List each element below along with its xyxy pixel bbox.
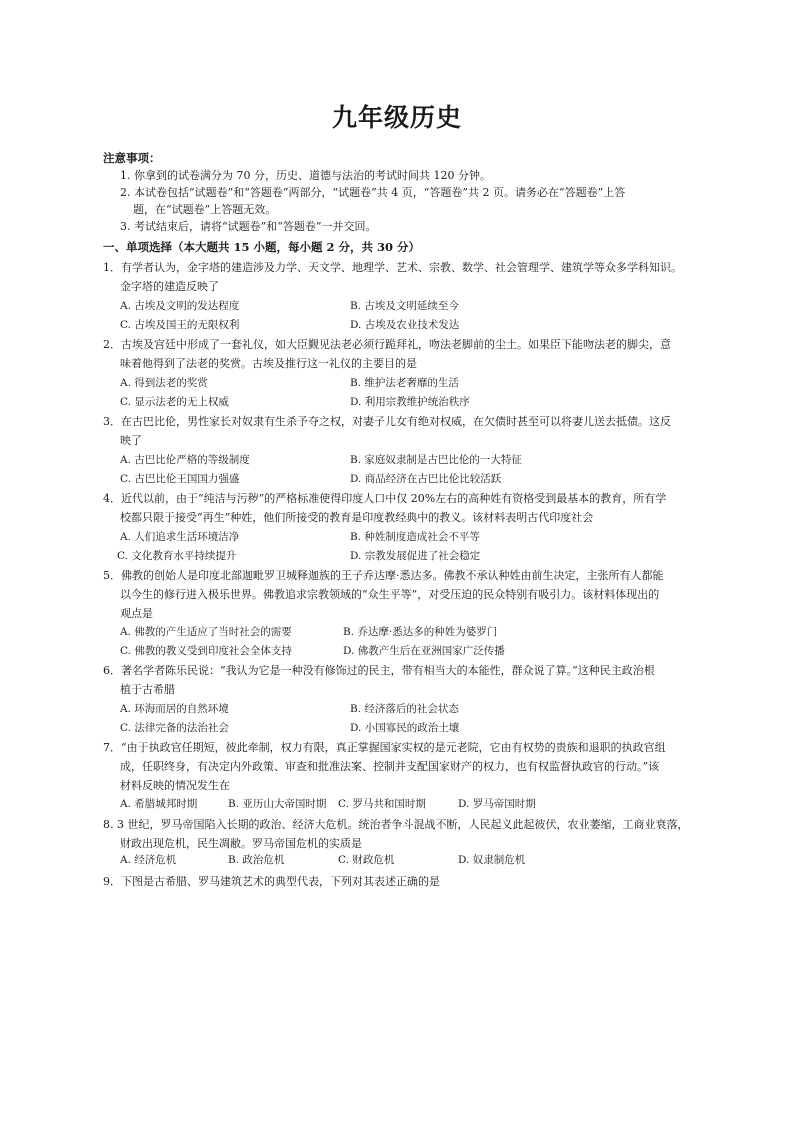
option-c: C. 财政危机 — [338, 854, 395, 866]
option-a: A. 经济危机 — [120, 854, 177, 866]
option-a: A. 希腊城邦时期 — [120, 798, 198, 810]
question-stem: 5．佛教的创始人是印度北部迦毗罗卫城释迦族的王子乔达摩·悉达多。佛教不承认种姓由前生决定，主张所有人都能 — [103, 569, 664, 582]
option-a: A. 古巴比伦严格的等级制度 — [120, 454, 250, 466]
question-stem: 3．在古巴比伦，男性家长对奴隶有生杀予夺之权，对妻子儿女有绝对权威，在欠债时甚至可以将妻儿送去抵债。这反 — [103, 415, 671, 428]
notice-item-2: 2. 本试卷包括“试题卷”和“答题卷”两部分，“试题卷”共 4 页，“答题卷”共 2 页。请务必在“答题卷”上答 — [120, 186, 626, 199]
question-stem: 7．“由于执政官任期短，彼此牵制，权力有限，真正掌握国家实权的是元老院，它由有权势的贵族和退职的执政官组 — [103, 741, 666, 754]
option-c: C. 显示法老的无上权威 — [120, 396, 229, 408]
option-a: A. 佛教的产生适应了当时社会的需要 — [120, 626, 292, 638]
option-d: D. 利用宗教维护统治秩序 — [350, 396, 470, 408]
option-b: B. 家庭奴隶制是古巴比伦的一大特征 — [350, 454, 522, 466]
option-d: D. 小国寡民的政治土壤 — [350, 722, 460, 734]
notice-item-2-cont: 题，在“试题卷”上答题无效。 — [133, 203, 277, 216]
option-c: C. 古埃及国王的无限权利 — [120, 319, 240, 331]
question-stem: 9．下图是古希腊、罗马建筑艺术的典型代表，下列对其表述正确的是 — [103, 875, 440, 888]
option-d: D. 古埃及农业技术发达 — [350, 319, 460, 331]
notice-item-1: 1. 你拿到的试卷满分为 70 分，历史、道德与法治的考试时间共 120 分钟。 — [120, 169, 491, 182]
option-b: B. 维护法老奢靡的生活 — [350, 377, 459, 389]
question-stem: 成，任职终身，有决定内外政策、审查和批准法案、控制并支配国家财产的权力，也有权监督执政官的行动。”该 — [120, 760, 660, 773]
question-stem: 植于古希腊 — [120, 683, 175, 696]
option-c: C. 佛教的教义受到印度社会全体支持 — [120, 645, 292, 657]
option-c: C. 法律完备的法治社会 — [120, 722, 229, 734]
question-stem: 映了 — [120, 434, 142, 447]
option-b: B. 古埃及文明延续至今 — [350, 300, 459, 312]
option-d: D. 商品经济在古巴比伦比较活跃 — [350, 473, 502, 485]
option-c: C. 罗马共和国时期 — [338, 798, 426, 810]
option-d: D. 罗马帝国时期 — [458, 798, 536, 810]
question-stem: 1．有学者认为，金字塔的建造涉及力学、天文学、地理学、艺术、宗教、数学、社会管理学、建筑学等众多学科知识。 — [103, 261, 682, 274]
option-b: B. 亚历山大帝国时期 — [228, 798, 327, 810]
option-b: B. 乔达摩·悉达多的种姓为婆罗门 — [343, 626, 498, 638]
option-d: D. 宗教发展促进了社会稳定 — [350, 550, 481, 562]
question-stem: 材料反映的情况发生在 — [120, 779, 230, 792]
question-5 — [103, 566, 703, 623]
question-6 — [103, 661, 703, 699]
option-c: C. 古巴比伦王国国力强盛 — [120, 473, 240, 485]
question-9 — [103, 872, 703, 891]
option-c: C. 文化教育水平持续提升 — [117, 550, 237, 562]
option-a: A. 得到法老的奖赏 — [120, 377, 208, 389]
notice-item-3: 3. 考试结束后，请将“试题卷”和“答题卷”一并交回。 — [120, 220, 377, 233]
question-stem: 8. 3 世纪，罗马帝国陷入长期的政治、经济大危机。统治者争斗混战不断，人民起义此起彼伏，农业萎缩，工商业衰落， — [103, 818, 689, 831]
option-d: D. 奴隶制危机 — [458, 854, 526, 866]
question-stem: 观点是 — [120, 607, 153, 620]
notice-heading: 注意事项： — [103, 151, 161, 165]
option-d: D. 佛教产生后在亚洲国家广泛传播 — [343, 645, 505, 657]
option-b: B. 政治危机 — [228, 854, 285, 866]
option-a: A. 环海而居的自然环境 — [120, 703, 229, 715]
section-heading: 一、单项选择（本大题共 15 小题，每小题 2 分，共 30 分） — [103, 240, 421, 254]
question-stem: 6．著名学者陈乐民说：“我认为它是一种没有修饰过的民主，带有相当大的本能性，群众说了算。”这种民主政治根 — [103, 664, 655, 677]
question-stem: 金字塔的建造反映了 — [120, 280, 219, 293]
question-stem: 以今生的修行进入极乐世界。佛教追求宗教领域的“众生平等”，对受压迫的民众特别有吸引力。该材料体现出的 — [120, 588, 660, 601]
question-1 — [103, 258, 703, 296]
option-b: B. 经济落后的社会状态 — [350, 703, 459, 715]
question-stem: 财政出现危机，民生凋敝。罗马帝国危机的实质是 — [120, 837, 362, 850]
question-8 — [103, 815, 703, 853]
option-b: B. 种姓制度造成社会不平等 — [350, 531, 480, 543]
question-7 — [103, 738, 703, 795]
question-stem: 味着他得到了法老的奖赏。古埃及推行这一礼仪的主要目的是 — [120, 357, 417, 370]
question-stem: 2．古埃及宫廷中形成了一套礼仪，如大臣觐见法老必须行跪拜礼，吻法老脚前的尘土。如果臣下能吻法老的脚尖，意 — [103, 338, 671, 351]
question-2 — [103, 335, 703, 373]
question-4 — [103, 489, 703, 527]
page-title: 九年级历史 — [331, 103, 462, 132]
question-stem: 4．近代以前，由于“纯洁与污秽”的严格标准使得印度人口中仅 20%左右的高种姓有资格受到最基本的教育，所有学 — [103, 492, 667, 505]
option-a: A. 古埃及文明的发达程度 — [120, 300, 240, 312]
question-stem: 校都只限于接受“再生”种姓，他们所接受的教育是印度教经典中的教义。该材料表明古代印度社会 — [120, 511, 594, 524]
option-a: A. 人们追求生活环境洁净 — [120, 531, 240, 543]
question-3 — [103, 412, 703, 450]
